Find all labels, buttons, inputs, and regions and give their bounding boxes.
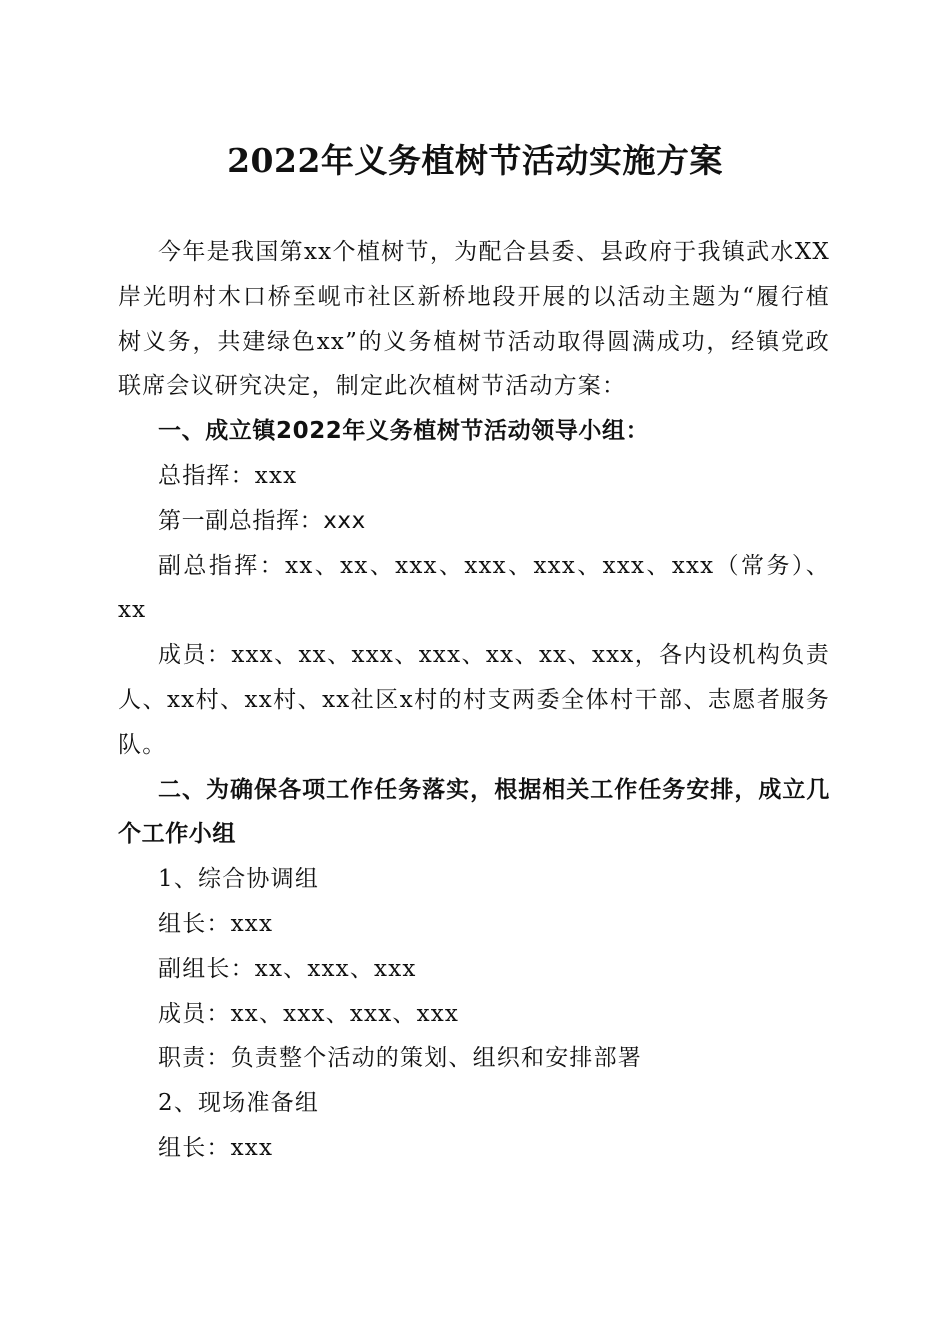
section-2-heading: 二、为确保各项工作任务落实，根据相关工作任务安排，成立几个工作小组	[118, 776, 830, 848]
commander-line: 总指挥：xxx	[158, 462, 298, 489]
group-1-duty: 职责：负责整个活动的策划、组织和安排部署	[158, 1045, 642, 1072]
intro-paragraph: 今年是我国第xx个植树节，为配合县委、县政府于我镇武水XX岸光明村木口桥至岘市社区新桥地段开展的以活动主题为“履行植树义务，共建绿色xx”的义务植树节活动取得圆满成功，经镇党政联席会议研究决定，制定此次植树节活动方案：	[118, 239, 830, 400]
group-2-leader: 组长：xxx	[158, 1134, 274, 1161]
first-deputy-commander-line: 第一副总指挥：xxx	[158, 507, 366, 534]
document-body	[118, 230, 830, 1171]
group-1-members: 成员：xx、xxx、xxx、xxx	[158, 1000, 460, 1027]
section-1-heading: 一、成立镇2022年义务植树节活动领导小组：	[158, 418, 650, 445]
page-title: 2022年义务植树节活动实施方案	[227, 141, 723, 180]
deputy-commanders-line: 副总指挥：xx、xx、xxx、xxx、xxx、xxx、xxx（常务）、xx	[118, 552, 830, 624]
members-paragraph: 成员：xxx、xx、xxx、xxx、xx、xx、xxx，各内设机构负责人、xx村、xx村、xx社区x村的村支两委全体村干部、志愿者服务队。	[118, 642, 830, 758]
group-2-name: 2、现场准备组	[158, 1090, 320, 1117]
group-1-name: 1、综合协调组	[158, 866, 320, 893]
group-1-leader: 组长：xxx	[158, 910, 274, 937]
group-1-deputy-leader: 副组长：xx、xxx、xxx	[158, 955, 417, 982]
